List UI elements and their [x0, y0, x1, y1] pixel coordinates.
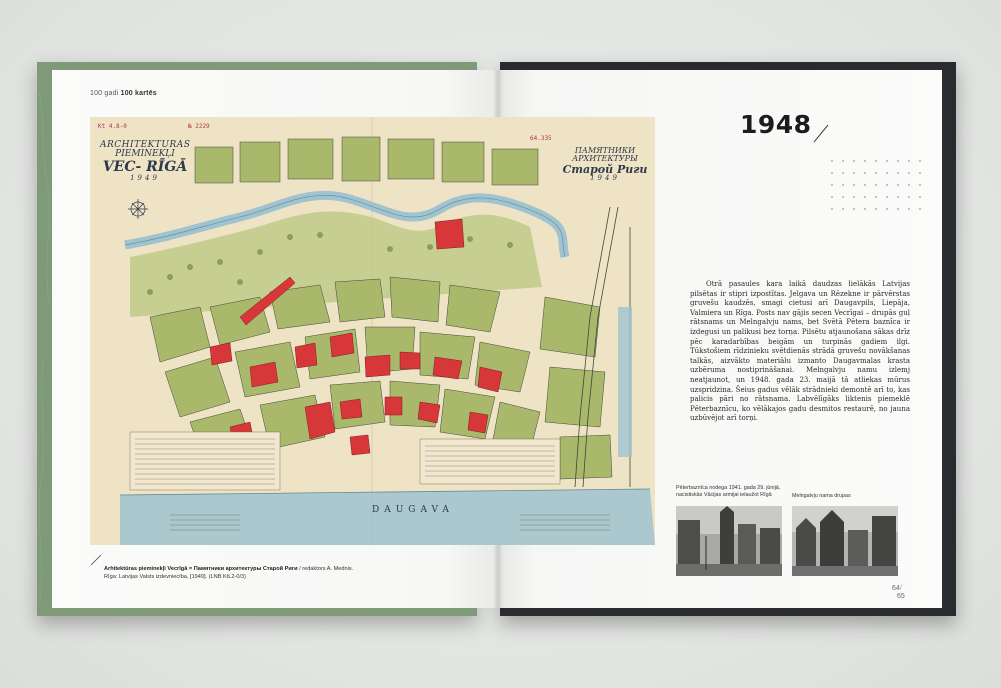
caption-slash-icon	[90, 554, 102, 566]
map-title-lv-line2: PIEMINEKĻI	[115, 149, 175, 160]
running-head	[90, 90, 157, 97]
ornament-dot	[831, 208, 833, 210]
map-title-ru-year: 1949	[590, 174, 620, 183]
body-text: Otrā pasaules kara laikā daudzas lielākās Latvijas pilsētas ir stipri izpostītas. Jelgava un Rēzekne ir pārvērstas gruvešu kaudzēs, smagi cietusi arī Daugavpils, Liepāja, Valmiera un Rīga. Posts nav gājis secen Vecrīgai – drupās guļ rātsnams un Melngalvju nams, bet Svētā Pētera baznīca ir izdegusi un palikusi bez torņa. Pilsētu atjaunošana sākas drīz pēc karadarbības beigām un turpinās gadiem ilgi. Tūkstošiem rīdzinieku svētdienās strādā gruvešu novākšanas talkās, aizvākto materiālu izmanto Daugavmalas krasta uzbēruma nostiprināšanai. Melngalvju namu izlemj neatjaunot, un 1948. gada 23. maijā tā atliekas mūrus uzspridzina. Šeius gadus vēlāk strādnieki demontē arī to, kas palicis pāri no rātsnama. Labvēlīgāks liktenis piemeklē Pēterbaznīcu, ko vēlākajos gadu desmitos restaurē, no jauna uzbūvējot arī torņi.	[690, 280, 910, 423]
ornament-dot	[864, 208, 866, 210]
ornament-dot	[897, 208, 899, 210]
ornament-dot	[853, 184, 855, 186]
ornament-dot	[864, 160, 866, 162]
ornament-dot	[853, 196, 855, 198]
ornament-dot	[908, 208, 910, 210]
chapter-year: 1948	[740, 110, 812, 139]
ornament-dot	[886, 184, 888, 186]
ornament-dot	[853, 208, 855, 210]
ornament-dot	[842, 184, 844, 186]
map-title-ru-line3: Старой Риги	[562, 162, 648, 176]
map-title-ru-line2: АРХИТЕКТУРЫ	[572, 154, 638, 164]
map-title-russian	[560, 147, 650, 183]
ornament-dot	[853, 172, 855, 174]
map-caption-details: / redaktors A. Mednis. Rīga: Latvijas Valsts izdevniecība, [1949]. (LNB KtL2-0/3)	[104, 566, 354, 580]
map-title-lv-line1: ARCHITEKTURAS	[100, 140, 191, 150]
ornament-dot	[919, 172, 921, 174]
ornament-dot	[853, 160, 855, 162]
photo-caption-peterbaznica: Pēterbaznīca nodega 1941. gada 29. jūnijā, nacistiskās Vācijas armijai ielaužot Rīgā	[676, 485, 781, 498]
ornament-dot	[897, 184, 899, 186]
ornament-dot	[919, 184, 921, 186]
map-caption-title: Arhitektūras pieminekļi Vecrīgā = Памятники архитектуры Старой Риги	[104, 566, 298, 572]
river-daugava	[120, 489, 655, 545]
ornament-dot	[886, 160, 888, 162]
ornament-dot	[886, 172, 888, 174]
ornament-dot	[831, 196, 833, 198]
ornament-dot	[875, 184, 877, 186]
map-title-lv-line3: VEC- RĪGĀ	[102, 158, 188, 175]
ornament-dot	[886, 208, 888, 210]
archive-stamp-1: Kt 4.8-0	[98, 123, 127, 130]
ornament-dot	[842, 172, 844, 174]
running-head-prefix: 100 gadi	[90, 90, 119, 97]
map-legend-right	[420, 439, 560, 484]
ornament-dot	[919, 196, 921, 198]
map-title-lv-year: 1949	[130, 173, 160, 182]
ornament-dot	[908, 172, 910, 174]
ornament-dot	[886, 196, 888, 198]
ornament-dot	[908, 184, 910, 186]
ornament-dot	[919, 208, 921, 210]
year-slash-icon	[812, 122, 830, 144]
map-title-latvian	[100, 141, 190, 182]
ornament-dot	[908, 196, 910, 198]
ornament-dot	[831, 172, 833, 174]
photo-melngalvju-drawing	[792, 506, 898, 576]
ornament-dot	[842, 208, 844, 210]
map-caption	[104, 565, 354, 581]
photo-peterbaznica-drawing	[676, 506, 782, 576]
ornament-dot	[875, 196, 877, 198]
ornament-dot	[864, 196, 866, 198]
ornament-dot	[831, 184, 833, 186]
ornament-dot	[875, 172, 877, 174]
historical-map	[90, 117, 655, 545]
photo-caption-melngalvju: Melngalvju nama drupas	[792, 493, 851, 499]
ornament-dot	[831, 160, 833, 162]
page-numbers	[892, 585, 905, 601]
ornament-dot	[897, 160, 899, 162]
page-number-separator: /	[899, 585, 902, 592]
running-head-bold: 100 kartēs	[120, 90, 157, 97]
harbor-basin	[618, 307, 632, 457]
ornament-dot	[897, 196, 899, 198]
dot-grid-ornament	[828, 157, 924, 213]
ornament-dot	[864, 172, 866, 174]
ornament-dot	[864, 184, 866, 186]
archive-stamp-3: 64.335	[530, 135, 552, 142]
ornament-dot	[842, 196, 844, 198]
map-title-ru-line1: ПАМЯТНИКИ	[574, 146, 636, 155]
photo-peterbaznica-ruins	[676, 506, 782, 576]
ornament-dot	[897, 172, 899, 174]
archive-stamp-2: № 2229	[188, 123, 210, 130]
ornament-dot	[842, 160, 844, 162]
page-number-left: 64	[892, 585, 900, 592]
ornament-dot	[919, 160, 921, 162]
ornament-dot	[875, 160, 877, 162]
river-label: DAUGAVA	[372, 505, 454, 515]
photo-melngalvju-ruins	[792, 506, 898, 576]
map-legend-left	[130, 432, 280, 490]
ornament-dot	[875, 208, 877, 210]
ornament-dot	[908, 160, 910, 162]
page-number-right: 65	[897, 593, 905, 600]
